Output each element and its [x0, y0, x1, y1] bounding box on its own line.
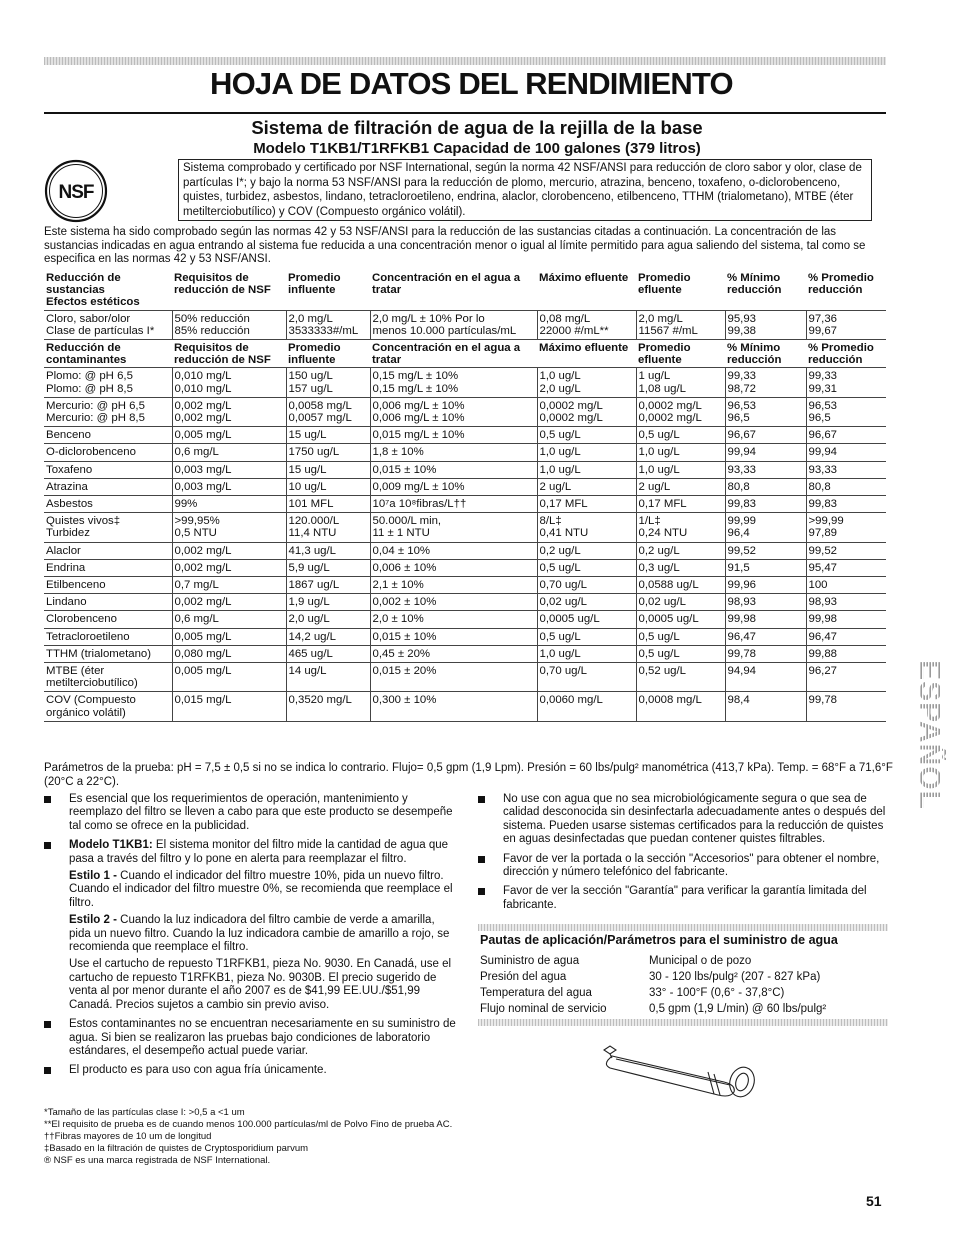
table-row	[44, 628, 886, 645]
table-cell: 150 ug/L 157 ug/L	[286, 368, 370, 397]
table-cell: 96,47	[806, 628, 886, 645]
table-cell: 2,0 mg/L 3533333#/mL	[286, 310, 370, 339]
table-row	[44, 310, 886, 339]
column-header: Requisitos de reducción de NSF	[172, 270, 286, 310]
table-cell: 465 ug/L	[286, 645, 370, 662]
table-cell: 80,8	[725, 478, 806, 495]
table-cell: 93,33	[725, 461, 806, 478]
footnote: **El requisito de prueba es de cuando menos 100.000 partículas/ml de Polvo Fino de prueba AC.	[44, 1119, 453, 1130]
supply-label: Temperatura del agua	[480, 986, 592, 999]
supply-table	[478, 953, 888, 1017]
table-cell: 0,02 ug/L	[636, 594, 725, 611]
table-cell: 2,0 mg/L ± 10% Por lo menos 10.000 partículas/mL	[370, 310, 537, 339]
table-cell: 94,94	[725, 663, 806, 692]
table-cell: 0,015 ± 20%	[370, 663, 537, 692]
table-cell: 1/L‡ 0,24 NTU	[636, 513, 725, 542]
aesthetic-table-body	[44, 310, 886, 339]
table-cell: 0,002 ± 10%	[370, 594, 537, 611]
test-parameters: Parámetros de la prueba: pH = 7,5 ± 0,5 si no se indica lo contrario. Flujo= 0,5 gpm (1,9 Lpm). Presión = 60 lbs/pulg² manométrica (413,7 kPa). Temp. = 68°F a 71,6°F (20°C a 22°C).	[44, 762, 893, 788]
table-cell: 0,0002 mg/L 0,0002 mg/L	[537, 397, 636, 426]
footnotes	[44, 1107, 744, 1167]
bullet-square-icon	[44, 796, 51, 803]
table-row	[44, 559, 886, 576]
supply-value: 33° - 100°F (0,6° - 37,8°C)	[649, 986, 785, 999]
table-cell: 99,83	[725, 496, 806, 513]
table-cell: 2 ug/L	[636, 478, 725, 495]
table-cell: 96,53 96,5	[806, 397, 886, 426]
table-cell: >99,95% 0,5 NTU	[172, 513, 286, 542]
table-cell: 2,0 ± 10%	[370, 611, 537, 628]
table-cell: 99,98	[806, 611, 886, 628]
supply-value: 0,5 gpm (1,9 L/min) @ 60 lbs/pulg²	[649, 1002, 827, 1015]
table-cell: Toxafeno	[44, 461, 172, 478]
aesthetic-table-header	[44, 270, 886, 310]
table-cell: 0,003 mg/L	[172, 461, 286, 478]
table-row	[44, 461, 886, 478]
table-cell: 0,300 ± 10%	[370, 692, 537, 721]
column-header: % Mínimo reducción	[725, 270, 806, 310]
table-cell: 2,0 mg/L 11567 #/mL	[636, 310, 725, 339]
table-cell: 10 ug/L	[286, 478, 370, 495]
style1-note: Estilo 1 - Cuando el indicador del filtro muestre 10%, pida un nuevo filtro. Cuando el indicador del filtro muestre 0%, se recomienda que reemplace el filtro.	[69, 870, 453, 909]
table-cell: 0,5 ug/L	[537, 628, 636, 645]
page-title: HOJA DE DATOS DEL RENDIMIENTO	[210, 66, 733, 101]
table-cell: 0,003 mg/L	[172, 478, 286, 495]
table-cell: 2 ug/L	[537, 478, 636, 495]
bullet-square-icon	[44, 1067, 51, 1074]
supply-top-divider	[478, 924, 888, 931]
supply-label: Suministro de agua	[480, 954, 580, 967]
supply-row	[478, 1001, 888, 1017]
column-header: Concentración en el agua a tratar	[370, 270, 537, 310]
table-cell: 10⁷a 10⁸fibras/L††	[370, 496, 537, 513]
table-cell: 96,27	[806, 663, 886, 692]
supply-bottom-divider	[478, 1019, 888, 1026]
column-header: Máximo efluente	[537, 270, 636, 310]
table-cell: 99,94	[806, 444, 886, 461]
table-cell: Lindano	[44, 594, 172, 611]
table-cell: 0,0008 mg/L	[636, 692, 725, 721]
footnote: ® NSF es una marca registrada de NSF International.	[44, 1155, 271, 1166]
table-cell: 0,5 ug/L	[636, 645, 725, 662]
table-row	[44, 513, 886, 542]
filter-cartridge-icon	[596, 1038, 766, 1098]
table-cell: Asbestos	[44, 496, 172, 513]
table-row	[44, 397, 886, 426]
table-cell: 80,8	[806, 478, 886, 495]
table-cell: 1,0 ug/L 2,0 ug/L	[537, 368, 636, 397]
footnote: ††Fibras mayores de 10 um de longitud	[44, 1131, 212, 1142]
footnote: *Tamaño de las partículas clase I: >0,5 a <1 um	[44, 1107, 245, 1118]
table-cell: Tetracloroetileno	[44, 628, 172, 645]
table-cell: 0,080 mg/L	[172, 645, 286, 662]
table-cell: 1,0 ug/L	[636, 444, 725, 461]
table-cell: 99,83	[806, 496, 886, 513]
model-subtitle: Modelo T1KB1/T1RFKB1 Capacidad de 100 galones (379 litros)	[253, 140, 701, 157]
table-row	[44, 427, 886, 444]
table-cell: 96,67	[806, 427, 886, 444]
table-cell: 98,4	[725, 692, 806, 721]
bullet-square-icon	[478, 796, 485, 803]
column-header: Requisitos de reducción de NSF	[172, 340, 286, 368]
column-header: Reducción de contaminantes	[44, 340, 172, 368]
table-cell: 97,36 99,67	[806, 310, 886, 339]
table-cell: 99,33 99,31	[806, 368, 886, 397]
table-cell: 1,9 ug/L	[286, 594, 370, 611]
table-cell: 98,93	[806, 594, 886, 611]
table-cell: TTHM (trialometano)	[44, 645, 172, 662]
table-cell: 0,17 MFL	[537, 496, 636, 513]
table-cell: 15 ug/L	[286, 461, 370, 478]
table-cell: 0,2 ug/L	[636, 542, 725, 559]
column-header: % Promedio reducción	[806, 340, 886, 368]
nsf-logo-icon	[44, 159, 108, 223]
table-cell: 0,7 mg/L	[172, 577, 286, 594]
table-cell: 0,015 mg/L ± 10%	[370, 427, 537, 444]
table-cell: 0,6 mg/L	[172, 611, 286, 628]
contaminant-table-header	[44, 340, 886, 368]
table-cell: 0,009 mg/L ± 10%	[370, 478, 537, 495]
supply-label: Presión del agua	[480, 970, 567, 983]
table-cell: 0,52 ug/L	[636, 663, 725, 692]
table-cell: 99,78	[725, 645, 806, 662]
table-cell: 0,006 mg/L ± 10% 0,006 mg/L ± 10%	[370, 397, 537, 426]
title-rule	[44, 112, 886, 114]
supply-value: 30 - 120 lbs/pulg² (207 - 827 kPa)	[649, 970, 821, 983]
table-cell: 0,002 mg/L	[172, 559, 286, 576]
page-number: 51	[866, 1193, 882, 1209]
table-cell: >99,99 97,89	[806, 513, 886, 542]
table-cell: 0,5 ug/L	[636, 628, 725, 645]
table-cell: 1867 ug/L	[286, 577, 370, 594]
table-cell: 0,04 ± 10%	[370, 542, 537, 559]
table-row	[44, 368, 886, 397]
column-header: Promedio influente	[286, 270, 370, 310]
bullet-item: Estos contaminantes no se encuentran necesariamente en su suministro de agua. Si bien se realizaron las pruebas bajo condiciones de laboratorio estándares, el desempeño actual puede variar.	[44, 1018, 459, 1058]
table-cell: 15 ug/L	[286, 427, 370, 444]
table-row	[44, 496, 886, 513]
table-cell: 0,002 mg/L 0,002 mg/L	[172, 397, 286, 426]
aesthetic-header-row	[44, 270, 886, 310]
table-cell: 0,010 mg/L 0,010 mg/L	[172, 368, 286, 397]
table-cell: 0,70 ug/L	[537, 663, 636, 692]
table-cell: 99%	[172, 496, 286, 513]
table-cell: 0,5 ug/L	[636, 427, 725, 444]
bullet-item: Es esencial que los requerimientos de operación, mantenimiento y reemplazo del filtro se lleven a cabo para que este producto se desempeñe tal como se ofrece en la publicidad.	[44, 793, 459, 833]
right-bullets	[478, 793, 888, 1026]
supply-value: Municipal o de pozo	[649, 954, 752, 967]
table-cell: 1,8 ± 10%	[370, 444, 537, 461]
bullet-square-icon	[478, 888, 485, 895]
table-cell: Endrina	[44, 559, 172, 576]
table-row	[44, 478, 886, 495]
table-cell: 1,0 ug/L	[537, 444, 636, 461]
table-cell: 0,0058 mg/L 0,0057 mg/L	[286, 397, 370, 426]
table-cell: Benceno	[44, 427, 172, 444]
table-cell: 99,94	[725, 444, 806, 461]
side-tab-label: ESPAÑOL	[913, 660, 946, 810]
column-header: Promedio efluente	[636, 340, 725, 368]
table-cell: 41,3 ug/L	[286, 542, 370, 559]
style2-note: Estilo 2 - Cuando la luz indicadora del filtro cambie de verde a amarilla, pida un nuevo filtro. Cuando la luz indicadora cambie de amarillo a rojo, se recomienda que reemplace el filtro.	[69, 914, 450, 954]
table-cell: 0,005 mg/L	[172, 628, 286, 645]
table-cell: 99,88	[806, 645, 886, 662]
column-header: Reducción de sustancias Efectos estéticos	[44, 270, 172, 310]
bullet-square-icon	[44, 1021, 51, 1028]
table-row	[44, 542, 886, 559]
supply-row	[478, 969, 888, 985]
performance-table	[44, 270, 886, 722]
side-language-tab	[900, 640, 946, 830]
table-cell: 0,15 mg/L ± 10% 0,15 mg/L ± 10%	[370, 368, 537, 397]
table-cell: 0,002 mg/L	[172, 594, 286, 611]
table-cell: 0,3520 mg/L	[286, 692, 370, 721]
table-cell: Plomo: @ pH 6,5 Plomo: @ pH 8,5	[44, 368, 172, 397]
table-cell: 0,45 ± 20%	[370, 645, 537, 662]
bullet-square-icon	[478, 856, 485, 863]
contaminant-header-row	[44, 340, 886, 368]
table-cell: 14,2 ug/L	[286, 628, 370, 645]
table-cell: 0,08 mg/L 22000 #/mL**	[537, 310, 636, 339]
table-cell: 0,70 ug/L	[537, 577, 636, 594]
table-cell: 0,5 ug/L	[537, 559, 636, 576]
table-cell: 96,53 96,5	[725, 397, 806, 426]
table-cell: 99,78	[806, 692, 886, 721]
table-cell: 0,015 ± 10%	[370, 628, 537, 645]
table-cell: 1 ug/L 1,08 ug/L	[636, 368, 725, 397]
table-cell: 50% reducción 85% reducción	[172, 310, 286, 339]
contaminant-table-body	[44, 368, 886, 721]
table-cell: 5,9 ug/L	[286, 559, 370, 576]
supply-row	[478, 985, 888, 1001]
table-cell: 101 MFL	[286, 496, 370, 513]
table-cell: Atrazina	[44, 478, 172, 495]
table-cell: 2,1 ± 10%	[370, 577, 537, 594]
table-cell: 95,47	[806, 559, 886, 576]
supply-row	[478, 953, 888, 969]
table-cell: Etilbenceno	[44, 577, 172, 594]
column-header: % Mínimo reducción	[725, 340, 806, 368]
table-cell: 99,98	[725, 611, 806, 628]
table-cell: 1,0 ug/L	[537, 645, 636, 662]
footnote: ‡Basado en la filtración de quistes de Cryptosporidium parvum	[44, 1143, 309, 1154]
bullet-item: Favor de ver la sección "Garantía" para verificar la garantía limitada del fabricante.	[478, 885, 888, 912]
table-cell: 0,0588 ug/L	[636, 577, 725, 594]
table-cell: MTBE (éter metilterciobutílico)	[44, 663, 172, 692]
table-cell: 0,015 mg/L	[172, 692, 286, 721]
table-cell: 99,96	[725, 577, 806, 594]
intro-paragraph: Este sistema ha sido comprobado según las normas 42 y 53 NSF/ANSI para la reducción de las sustancias citadas a continuación. La concentración de las sustancias indicadas en agua entrando al sistema fue reducida a una concentración menor o igual al límite permitido para agua saliendo del sistema, tal como se especifica en las normas 42 y 53 NSF/ANSI.	[44, 226, 866, 265]
supply-label: Flujo nominal de servicio	[480, 1002, 607, 1015]
table-cell: 1,0 ug/L	[636, 461, 725, 478]
table-cell: 93,33	[806, 461, 886, 478]
table-cell: 0,0005 ug/L	[636, 611, 725, 628]
table-cell: 0,0060 mg/L	[537, 692, 636, 721]
table-cell: 99,52	[725, 542, 806, 559]
table-row	[44, 577, 886, 594]
supply-heading: Pautas de aplicación/Parámetros para el suministro de agua	[480, 933, 838, 948]
replacement-note: Use el cartucho de repuesto T1RFKB1, pieza No. 9030. En Canadá, use el cartucho de repuesto T1RFKB1, pieza No. 9030B. El precio sugerido de venta al por menor durante el año 2007 es de $41,99 EE.UU./$51,99 Canadá. Precios sujetos a cambio sin previo aviso.	[69, 958, 452, 1011]
column-header: % Promedio reducción	[806, 270, 886, 310]
table-cell: 0,17 MFL	[636, 496, 725, 513]
table-cell: Cloro, sabor/olor Clase de partículas I*	[44, 310, 172, 339]
table-cell: Mercurio: @ pH 6,5 Mercurio: @ pH 8,5	[44, 397, 172, 426]
table-cell: 96,67	[725, 427, 806, 444]
table-cell: 0,02 ug/L	[537, 594, 636, 611]
table-row	[44, 594, 886, 611]
table-cell: 96,47	[725, 628, 806, 645]
table-cell: Alaclor	[44, 542, 172, 559]
nsf-logo-text: NSF	[58, 182, 94, 203]
table-cell: 98,93	[725, 594, 806, 611]
bullet-item: El producto es para uso con agua fría únicamente.	[44, 1064, 459, 1077]
table-cell: 8/L‡ 0,41 NTU	[537, 513, 636, 542]
table-cell: 91,5	[725, 559, 806, 576]
table-cell: 0,6 mg/L	[172, 444, 286, 461]
table-cell: 0,3 ug/L	[636, 559, 725, 576]
table-cell: 120.000/L 11,4 NTU	[286, 513, 370, 542]
table-cell: 0,005 mg/L	[172, 663, 286, 692]
table-cell: 99,99 96,4	[725, 513, 806, 542]
table-cell: 99,52	[806, 542, 886, 559]
table-cell: 0,0005 ug/L	[537, 611, 636, 628]
table-cell: 100	[806, 577, 886, 594]
left-bullets	[44, 793, 459, 1084]
table-cell: 99,33 98,72	[725, 368, 806, 397]
column-header: Promedio influente	[286, 340, 370, 368]
table-cell: 14 ug/L	[286, 663, 370, 692]
certification-box: Sistema comprobado y certificado por NSF International, según la norma 42 NSF/ANSI para reducción de cloro sabor y olor, clase de partículas I*; y bajo la norma 53 NSF/ANSI para la reducción de plomo, mercurio, atrazina, benceno, toxafeno, o-diclorobenceno, quistes, turbidez, asbestos, lindano, tetracloroetileno, endrina, alaclor, clorobenceno, etilbenceno, TTHM (trialometano), MTBE (éter metilterciobutílico) y COV (Compuesto orgánico volátil).	[178, 159, 872, 221]
table-cell: COV (Compuesto orgánico volátil)	[44, 692, 172, 721]
table-row	[44, 663, 886, 692]
table-cell: 0,006 ± 10%	[370, 559, 537, 576]
table-cell: 0,2 ug/L	[537, 542, 636, 559]
bullet-item: Favor de ver la portada o la sección "Accesorios" para obtener el nombre, dirección y número telefónico del fabricante.	[478, 853, 888, 880]
table-row	[44, 645, 886, 662]
table-cell: 0,005 mg/L	[172, 427, 286, 444]
table-cell: 1750 ug/L	[286, 444, 370, 461]
table-cell: 1,0 ug/L	[537, 461, 636, 478]
table-cell: Clorobenceno	[44, 611, 172, 628]
table-cell: 0,0002 mg/L 0,0002 mg/L	[636, 397, 725, 426]
bullet-square-icon	[44, 842, 51, 849]
system-subtitle: Sistema de filtración de agua de la rejilla de la base	[251, 117, 703, 138]
table-cell: 0,015 ± 10%	[370, 461, 537, 478]
table-cell: 50.000/L min, 11 ± 1 NTU	[370, 513, 537, 542]
column-header: Concentración en el agua a tratar	[370, 340, 537, 368]
table-row	[44, 611, 886, 628]
table-cell: 95,93 99,38	[725, 310, 806, 339]
table-row	[44, 444, 886, 461]
table-cell: 0,002 mg/L	[172, 542, 286, 559]
column-header: Máximo efluente	[537, 340, 636, 368]
table-cell: Quistes vivos‡ Turbidez	[44, 513, 172, 542]
table-cell: 2,0 ug/L	[286, 611, 370, 628]
column-header: Promedio efluente	[636, 270, 725, 310]
bullet-item: Modelo T1KB1: El sistema monitor del filtro mide la cantidad de agua que pasa a través del filtro y lo pone en alerta para reemplazar el filtro.	[44, 839, 459, 866]
top-decorative-bar	[44, 57, 886, 65]
bullet-item: No use con agua que no sea microbiológicamente segura o que sea de calidad desconocida sin desinfectarla adecuadamente antes o después del sistema. Pueden usarse sistemas certificados para la reducción de quistes en aguas desinfectadas que puedan contener quistes filtrables.	[478, 793, 888, 847]
table-cell: O-diclorobenceno	[44, 444, 172, 461]
table-cell: 0,5 ug/L	[537, 427, 636, 444]
table-row	[44, 692, 886, 721]
